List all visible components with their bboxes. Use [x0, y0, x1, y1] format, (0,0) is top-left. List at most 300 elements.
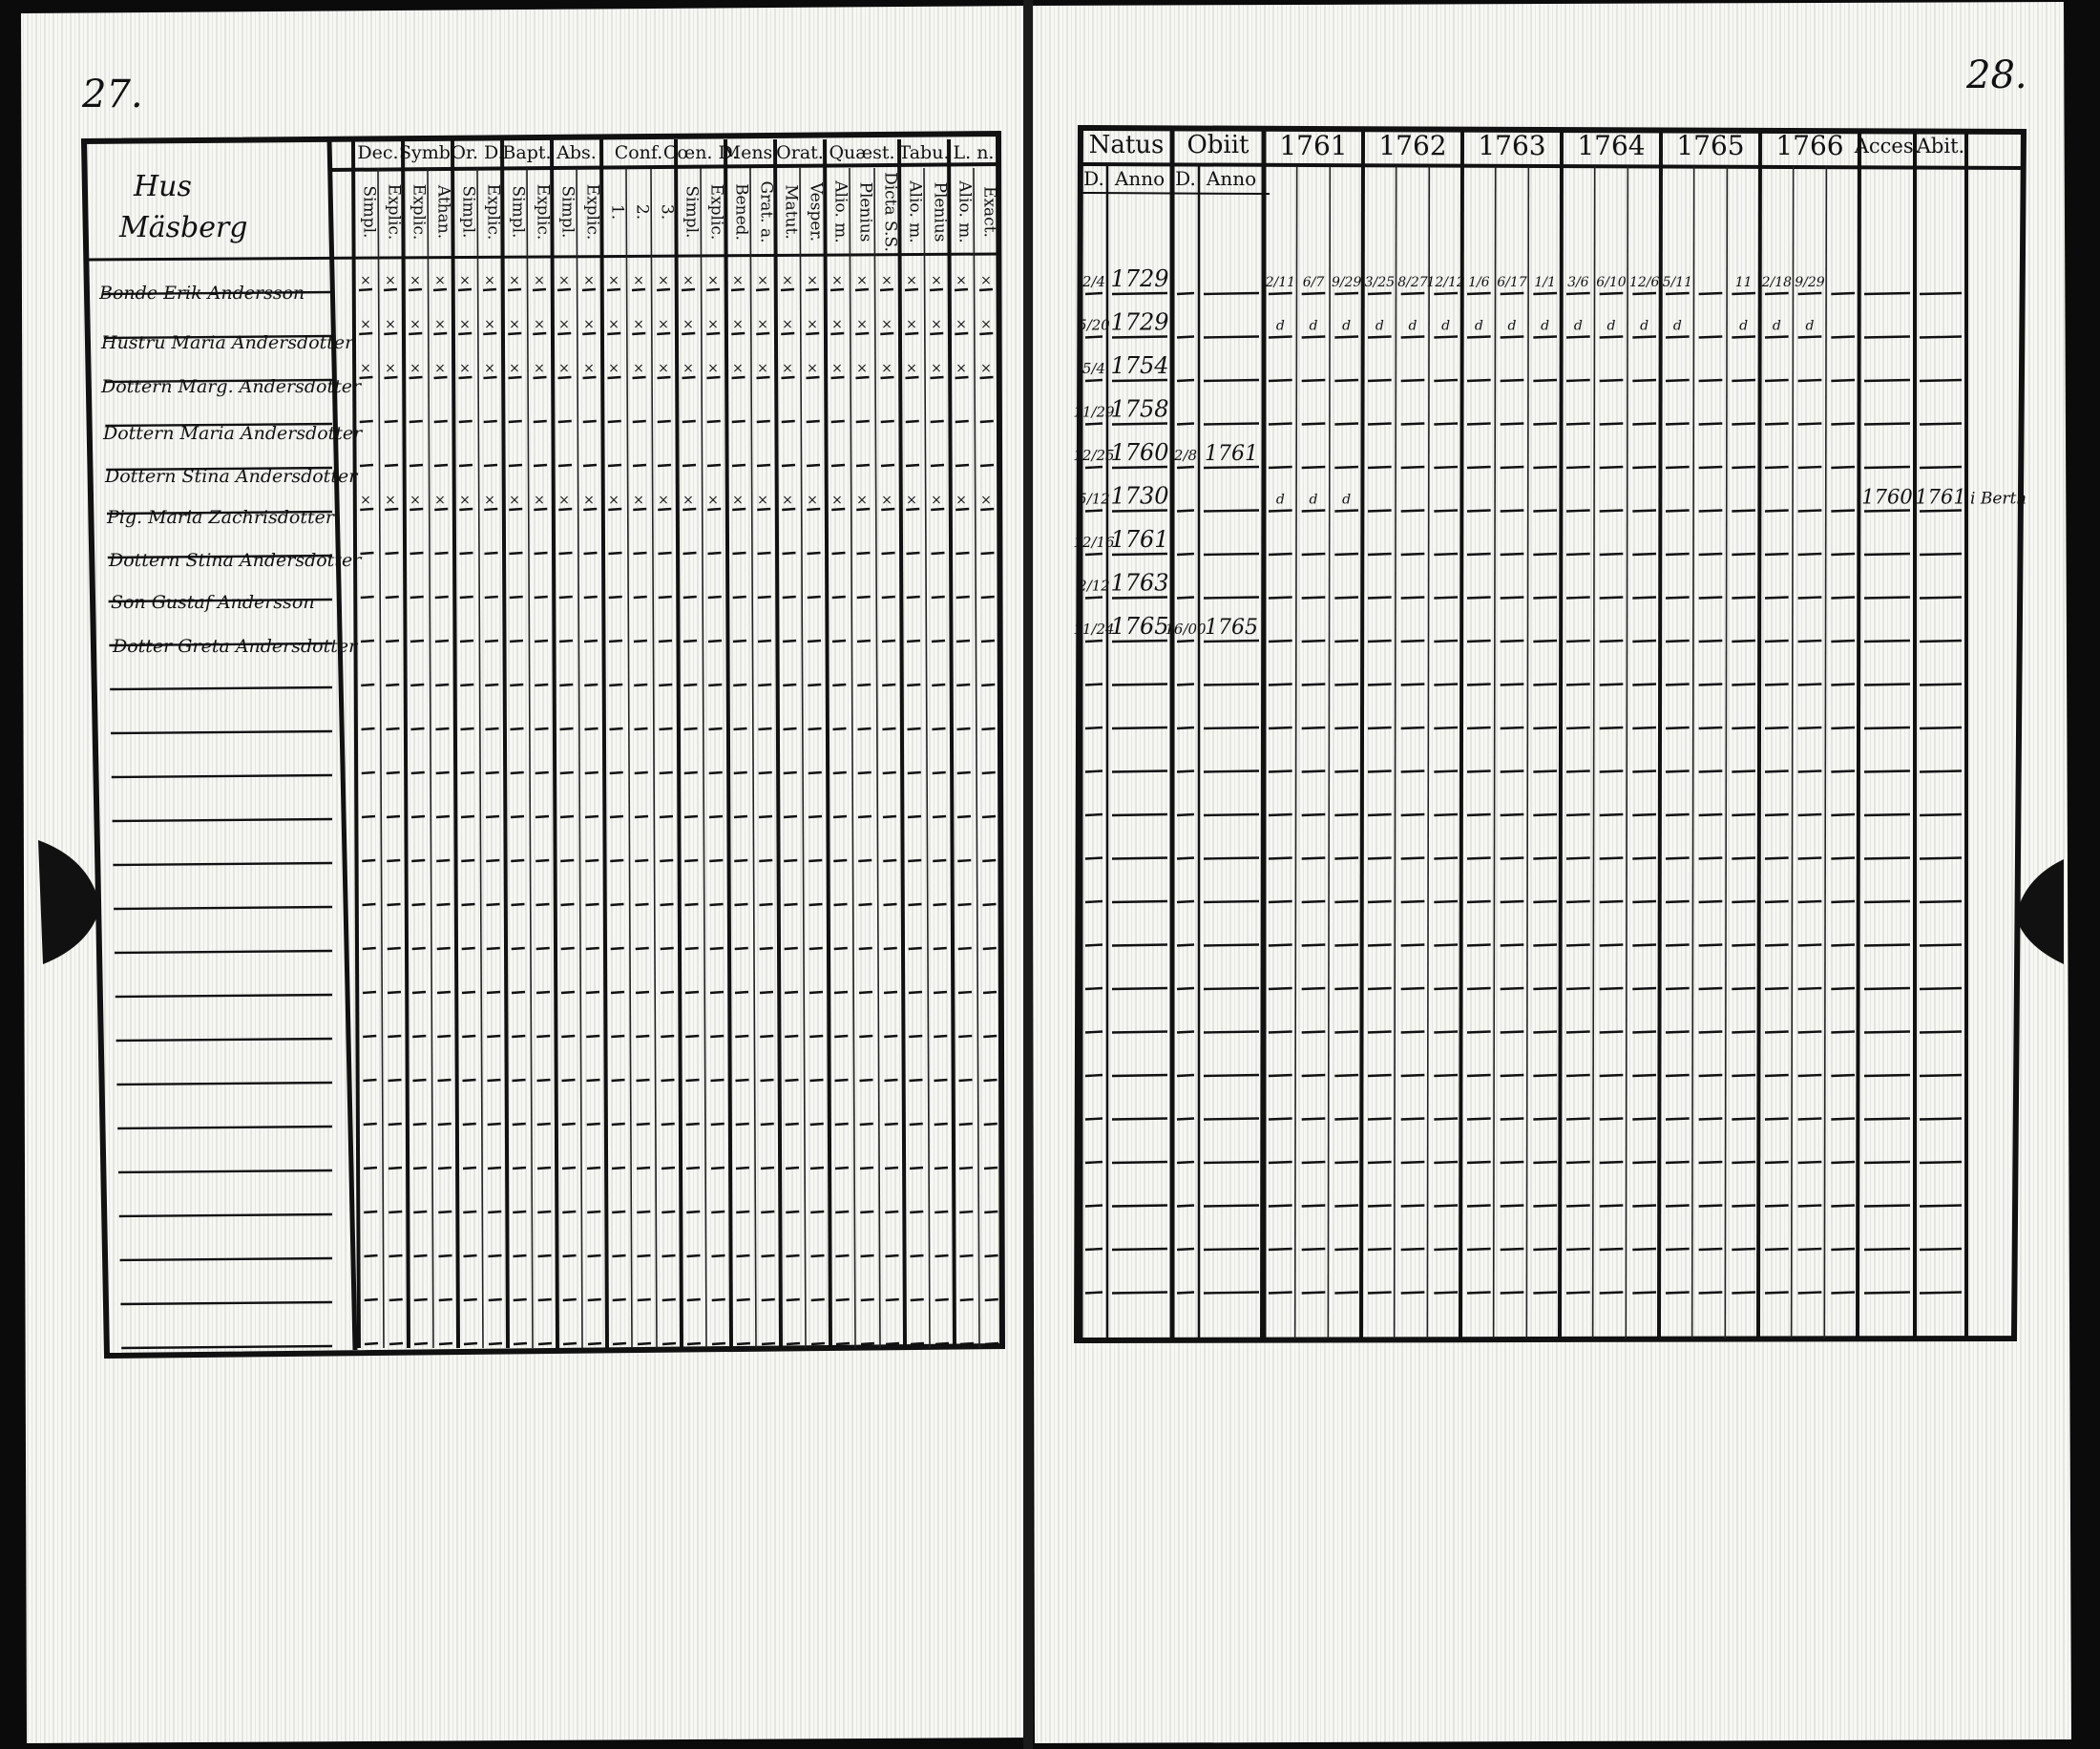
- death-day: 2/8: [1173, 447, 1198, 464]
- entry-row-line: [511, 816, 524, 817]
- entry-row-line: [611, 992, 624, 993]
- entry-row-line: [1467, 988, 1491, 989]
- entry-row-line: [1732, 771, 1755, 772]
- entry-row-line: [458, 289, 472, 290]
- entry-row-line: [985, 1343, 998, 1344]
- entry-row-line: [588, 1343, 601, 1344]
- entry-row-line: [458, 333, 472, 334]
- entry-row-line: [861, 1343, 874, 1344]
- examination-date: d: [1739, 318, 1749, 334]
- entry-row-line: [1831, 467, 1855, 468]
- entry-row-line: [462, 1036, 475, 1037]
- check-mark: ×: [881, 317, 892, 332]
- entry-row-line: [1401, 901, 1425, 902]
- entry-row-line: [660, 772, 673, 773]
- entry-row-line: [1401, 727, 1425, 728]
- sub-column-header: Simpl.: [508, 185, 528, 239]
- entry-row-line: [1632, 1206, 1656, 1207]
- entry-row-line: [1334, 293, 1358, 294]
- entry-row-line: [732, 377, 746, 378]
- entry-row-line: [1401, 814, 1425, 815]
- entry-row-line: [1434, 598, 1458, 599]
- entry-row-line: [1732, 1119, 1755, 1120]
- entry-row-line: [1533, 1206, 1557, 1207]
- entry-row-line: [1732, 293, 1755, 294]
- entry-row-line: [387, 772, 400, 773]
- entry-row-line: [1864, 554, 1910, 555]
- entry-row-line: [1204, 1119, 1259, 1120]
- entry-row-line: [660, 816, 673, 817]
- check-mark: ×: [707, 273, 719, 288]
- entry-row-line: [412, 1036, 426, 1037]
- entry-row-line: [861, 1299, 874, 1300]
- entry-row-line: [956, 553, 970, 554]
- entry-row-line: [1798, 1162, 1822, 1163]
- entry-row-line: [806, 333, 819, 334]
- entry-row-line: [362, 728, 375, 729]
- sub-column-header: Vesper.: [806, 181, 826, 242]
- entry-row-line: [1177, 901, 1194, 902]
- entry-row-line: [706, 289, 720, 290]
- entry-row-line: [1798, 1293, 1822, 1294]
- check-mark: ×: [831, 273, 843, 288]
- entry-row-line: [1368, 1249, 1392, 1250]
- entry-row-line: [1666, 467, 1690, 468]
- entry-row-line: [1204, 988, 1259, 989]
- entry-row-line: [1920, 858, 1962, 859]
- entry-row-line: [435, 553, 449, 554]
- entry-row-line: [883, 728, 896, 729]
- sub-column-header: Explic.: [409, 183, 429, 241]
- entry-row-line: [981, 553, 995, 554]
- entry-row-line: [1920, 1293, 1962, 1294]
- entry-row-line: [807, 465, 820, 466]
- birth-day: 11/29: [1073, 403, 1115, 421]
- entry-row-line: [1204, 467, 1259, 468]
- sub-column-header: Alio. m.: [955, 180, 975, 243]
- entry-row-line: [931, 421, 944, 422]
- entry-row-line: [857, 641, 871, 642]
- header-acces: Acces.: [1854, 135, 1921, 158]
- entry-row-line: [1699, 988, 1723, 989]
- entry-row-line: [536, 728, 549, 729]
- entry-row-line: [660, 860, 673, 861]
- birth-year: 1730: [1110, 482, 1169, 510]
- entry-row-line: [1434, 988, 1458, 989]
- entry-row-line: [1302, 641, 1326, 642]
- entry-row-line: [1732, 1249, 1755, 1250]
- entry-row-line: [537, 1080, 551, 1081]
- entry-row-line: [1434, 727, 1458, 728]
- entry-row-line: [1566, 1293, 1590, 1294]
- entry-row-line: [1112, 641, 1167, 642]
- check-mark: ×: [385, 317, 396, 332]
- entry-row-line: [459, 509, 472, 510]
- check-mark: ×: [658, 361, 669, 376]
- entry-row-line: [934, 904, 947, 905]
- entry-row-line: [683, 641, 697, 642]
- entry-row-line: [362, 772, 375, 773]
- entry-row-line: [1864, 380, 1910, 381]
- entry-row-line: [1732, 598, 1755, 599]
- entry-row-line: [1467, 814, 1491, 815]
- entry-row-line: [682, 377, 696, 378]
- entry-row-line: [983, 1036, 997, 1037]
- check-mark: ×: [583, 493, 595, 508]
- entry-row-line: [1699, 1162, 1723, 1163]
- entry-row-line: [1501, 1293, 1524, 1294]
- check-mark: ×: [807, 493, 818, 508]
- entry-row-line: [1085, 814, 1102, 815]
- entry-row-line: [760, 948, 773, 949]
- entry-row-line: [1434, 1119, 1458, 1120]
- entry-row-line: [1204, 424, 1259, 425]
- entry-row-line: [934, 992, 947, 993]
- check-mark: ×: [608, 317, 620, 332]
- entry-row-line: [413, 1168, 427, 1169]
- check-mark: ×: [682, 273, 694, 288]
- entry-row-line: [833, 772, 847, 773]
- entry-row-line: [460, 641, 473, 642]
- entry-row-line: [1765, 858, 1789, 859]
- entry-row-line: [857, 553, 871, 554]
- entry-row-line: [1600, 1162, 1624, 1163]
- entry-row-line: [1566, 1206, 1590, 1207]
- entry-row-line: [981, 597, 995, 598]
- check-mark: ×: [434, 361, 446, 376]
- entry-row-line: [1920, 598, 1962, 599]
- entry-row-line: [1177, 858, 1194, 859]
- entry-row-line: [832, 641, 846, 642]
- entry-row-line: [1765, 945, 1789, 946]
- entry-row-line: [658, 509, 671, 510]
- entry-row-line: [1864, 467, 1910, 468]
- entry-row-line: [1434, 293, 1458, 294]
- entry-row-line: [757, 509, 770, 510]
- entry-row-line: [685, 1036, 699, 1037]
- entry-row-line: [1831, 901, 1855, 902]
- entry-row-line: [935, 1255, 949, 1256]
- entry-row-line: [1112, 1249, 1167, 1250]
- birth-year: 1761: [1110, 526, 1169, 553]
- entry-row-line: [1085, 598, 1102, 599]
- examination-date: 11: [1734, 275, 1753, 290]
- entry-row-line: [710, 948, 724, 949]
- entry-row-line: [586, 904, 599, 905]
- entry-row-line: [560, 728, 574, 729]
- entry-row-line: [885, 1124, 898, 1125]
- check-mark: ×: [360, 273, 371, 288]
- entry-row-line: [1765, 380, 1789, 381]
- entry-row-line: [659, 553, 672, 554]
- entry-row-line: [1831, 1249, 1855, 1250]
- entry-row-line: [1177, 727, 1194, 728]
- entry-row-line: [1204, 511, 1259, 512]
- entry-row-line: [1467, 1206, 1491, 1207]
- entry-row-line: [1831, 1162, 1855, 1163]
- birth-day: 11/24: [1073, 621, 1115, 638]
- entry-row-line: [1368, 988, 1392, 989]
- entry-row-line: [1632, 1032, 1656, 1033]
- entry-row-line: [1112, 424, 1167, 425]
- column-group-header: Tabu.: [898, 142, 950, 163]
- entry-row-line: [437, 904, 451, 905]
- entry-row-line: [1434, 511, 1458, 512]
- entry-row-line: [657, 289, 670, 290]
- header-year: 1762: [1378, 130, 1447, 161]
- entry-row-line: [1632, 467, 1656, 468]
- entry-row-line: [1269, 511, 1292, 512]
- column-group-header: Quæst.: [829, 142, 895, 163]
- entry-row-line: [387, 816, 400, 817]
- entry-row-line: [1112, 1162, 1167, 1163]
- entry-row-line: [410, 553, 424, 554]
- entry-row-line: [906, 465, 919, 466]
- entry-row-line: [1177, 511, 1194, 512]
- entry-row-line: [1831, 380, 1855, 381]
- entry-row-line: [1302, 945, 1326, 946]
- entry-row-line: [439, 1299, 452, 1300]
- entry-row-line: [1732, 641, 1755, 642]
- entry-row-line: [1600, 1119, 1624, 1120]
- entry-row-line: [1533, 337, 1557, 338]
- entry-row-line: [361, 553, 374, 554]
- entry-row-line: [585, 772, 598, 773]
- entry-row-line: [1831, 727, 1855, 728]
- entry-row-line: [858, 816, 872, 817]
- entry-row-line: [662, 1124, 675, 1125]
- entry-row-line: [563, 1299, 577, 1300]
- entry-row-line: [831, 421, 845, 422]
- entry-row-line: [1401, 380, 1425, 381]
- check-mark: ×: [757, 361, 768, 376]
- entry-row-line: [711, 1168, 724, 1169]
- examination-date: d: [1541, 318, 1550, 334]
- check-mark: ×: [385, 493, 396, 508]
- entry-row-line: [1112, 293, 1167, 294]
- entry-row-line: [464, 1343, 477, 1344]
- examination-date: 3/6: [1567, 275, 1589, 290]
- entry-row-line: [1765, 1293, 1789, 1294]
- sub-column-header: Simpl.: [458, 185, 478, 239]
- entry-row-line: [884, 992, 897, 993]
- entry-row-line: [933, 816, 946, 817]
- entry-row-line: [410, 597, 424, 598]
- column-group-header: Orat.: [776, 142, 824, 163]
- check-mark: ×: [558, 317, 570, 332]
- entry-row-line: [710, 904, 724, 905]
- entry-row-line: [1177, 1119, 1194, 1120]
- check-mark: ×: [558, 361, 570, 376]
- entry-row-line: [433, 333, 447, 334]
- entry-row-line: [1699, 814, 1723, 815]
- year-group-divider: [1560, 130, 1562, 1338]
- entry-row-line: [1864, 727, 1910, 728]
- entry-row-line: [1533, 467, 1557, 468]
- entry-row-line: [1401, 293, 1425, 294]
- entry-row-line: [588, 1299, 601, 1300]
- entry-row-line: [384, 333, 397, 334]
- entry-row-line: [388, 1036, 401, 1037]
- entry-row-line: [980, 509, 994, 510]
- entry-row-line: [1600, 1249, 1624, 1250]
- entry-row-line: [907, 553, 920, 554]
- entry-row-line: [538, 1255, 552, 1256]
- entry-row-line: [1798, 554, 1822, 555]
- entry-row-line: [932, 597, 945, 598]
- entry-row-line: [1302, 727, 1326, 728]
- entry-row-line: [1269, 467, 1292, 468]
- sub-column-header: Explic.: [582, 183, 602, 241]
- entry-row-line: [807, 421, 820, 422]
- entry-row-line: [1864, 814, 1910, 815]
- entry-row-line: [637, 1168, 650, 1169]
- entry-row-line: [1798, 814, 1822, 815]
- check-mark: ×: [732, 493, 744, 508]
- entry-row-line: [1864, 337, 1910, 338]
- entry-row-line: [388, 1080, 402, 1081]
- entry-row-line: [810, 1168, 824, 1169]
- accession-year: 1760: [1861, 485, 1913, 509]
- entry-row-line: [1798, 424, 1822, 425]
- check-mark: ×: [360, 317, 371, 332]
- entry-row-line: [1334, 511, 1358, 512]
- check-mark: ×: [906, 493, 917, 508]
- entry-row-line: [1732, 1075, 1755, 1076]
- entry-row-line: [734, 816, 747, 817]
- entry-row-line: [835, 1168, 849, 1169]
- entry-row-line: [1334, 641, 1358, 642]
- entry-row-line: [483, 333, 496, 334]
- entry-row-line: [1699, 858, 1723, 859]
- entry-row-line: [1666, 511, 1690, 512]
- entry-row-line: [583, 421, 597, 422]
- entry-row-line: [735, 1036, 748, 1037]
- entry-row-line: [834, 992, 848, 993]
- entry-row-line: [459, 465, 472, 466]
- entry-row-line: [1831, 293, 1855, 294]
- margin-note: i Berth: [1970, 489, 2027, 509]
- entry-row-line: [808, 641, 821, 642]
- entry-row-line: [486, 860, 499, 861]
- entry-row-line: [486, 816, 499, 817]
- entry-row-line: [908, 860, 921, 861]
- entry-row-line: [686, 1080, 700, 1081]
- examination-date: 2/18: [1761, 275, 1793, 290]
- entry-row-line: [1864, 641, 1910, 642]
- sub-column-header: Alio. m.: [830, 180, 850, 243]
- entry-row-line: [459, 421, 472, 422]
- entry-row-line: [536, 992, 550, 993]
- entry-row-line: [1302, 511, 1326, 512]
- household-member-name: Dottern Marg. Andersdotter: [101, 376, 362, 397]
- entry-row-line: [1600, 945, 1624, 946]
- check-mark: ×: [707, 493, 719, 508]
- entry-row-line: [908, 816, 921, 817]
- entry-row-line: [880, 333, 893, 334]
- entry-row-line: [1566, 511, 1590, 512]
- entry-row-line: [1334, 380, 1358, 381]
- entry-row-line: [1401, 1249, 1425, 1250]
- entry-row-line: [1566, 641, 1590, 642]
- entry-row-line: [1699, 467, 1723, 468]
- entry-row-line: [1302, 814, 1326, 815]
- entry-row-line: [1434, 771, 1458, 772]
- entry-row-line: [860, 1124, 873, 1125]
- entry-row-line: [1204, 1075, 1259, 1076]
- check-mark: ×: [956, 273, 967, 288]
- sub-column-header: Explic.: [533, 183, 553, 241]
- entry-row-line: [1666, 293, 1690, 294]
- entry-row-line: [1920, 424, 1962, 425]
- entry-row-line: [1302, 293, 1326, 294]
- entry-row-line: [511, 728, 524, 729]
- entry-row-line: [1112, 945, 1167, 946]
- entry-row-line: [1085, 727, 1102, 728]
- entry-row-line: [1269, 814, 1292, 815]
- entry-row-line: [1920, 293, 1962, 294]
- entry-row-line: [1864, 858, 1910, 859]
- entry-row-line: [410, 465, 423, 466]
- entry-row-line: [687, 1299, 701, 1300]
- entry-row-line: [762, 1299, 775, 1300]
- sub-column-header: Explic.: [384, 183, 404, 241]
- entry-row-line: [414, 1255, 428, 1256]
- entry-row-line: [935, 1299, 949, 1300]
- entry-row-line: [1864, 988, 1910, 989]
- household-member-name: Pig. Maria Zachrisdotter: [107, 507, 334, 528]
- entry-row-line: [884, 904, 897, 905]
- entry-row-line: [909, 1036, 922, 1037]
- entry-row-line: [1334, 1032, 1358, 1033]
- death-year: 1761: [1205, 442, 1258, 466]
- birth-year: 1729: [1110, 308, 1169, 336]
- birth-year: 1729: [1110, 265, 1169, 292]
- entry-row-line: [1269, 293, 1292, 294]
- check-mark: ×: [459, 273, 471, 288]
- entry-row-line: [762, 1343, 775, 1344]
- entry-row-line: [1632, 771, 1656, 772]
- entry-row-line: [1533, 1119, 1557, 1120]
- sub-column-header: Explic.: [706, 183, 726, 241]
- entry-row-line: [363, 904, 376, 905]
- entry-row-line: [484, 509, 497, 510]
- entry-row-line: [563, 1343, 577, 1344]
- sub-column-header: Alio. m.: [905, 180, 925, 243]
- entry-row-line: [833, 728, 847, 729]
- examination-date: 12/6: [1628, 275, 1660, 290]
- entry-row-line: [1765, 641, 1789, 642]
- check-mark: ×: [807, 317, 818, 332]
- entry-row-line: [958, 1036, 972, 1037]
- check-mark: ×: [980, 361, 992, 376]
- entry-row-line: [658, 421, 671, 422]
- entry-row-line: [734, 860, 747, 861]
- entry-row-line: [561, 992, 575, 993]
- entry-row-line: [687, 1255, 701, 1256]
- birth-day: 5/20: [1078, 316, 1110, 334]
- entry-row-line: [737, 1299, 750, 1300]
- entry-row-line: [413, 1124, 427, 1125]
- entry-row-line: [1798, 988, 1822, 989]
- entry-row-line: [1501, 814, 1524, 815]
- entry-row-line: [1765, 814, 1789, 815]
- entry-row-line: [1368, 1206, 1392, 1207]
- entry-row-line: [633, 465, 646, 466]
- entry-row-line: [1334, 1119, 1358, 1120]
- entry-row-line: [1434, 424, 1458, 425]
- entry-row-line: [1334, 988, 1358, 989]
